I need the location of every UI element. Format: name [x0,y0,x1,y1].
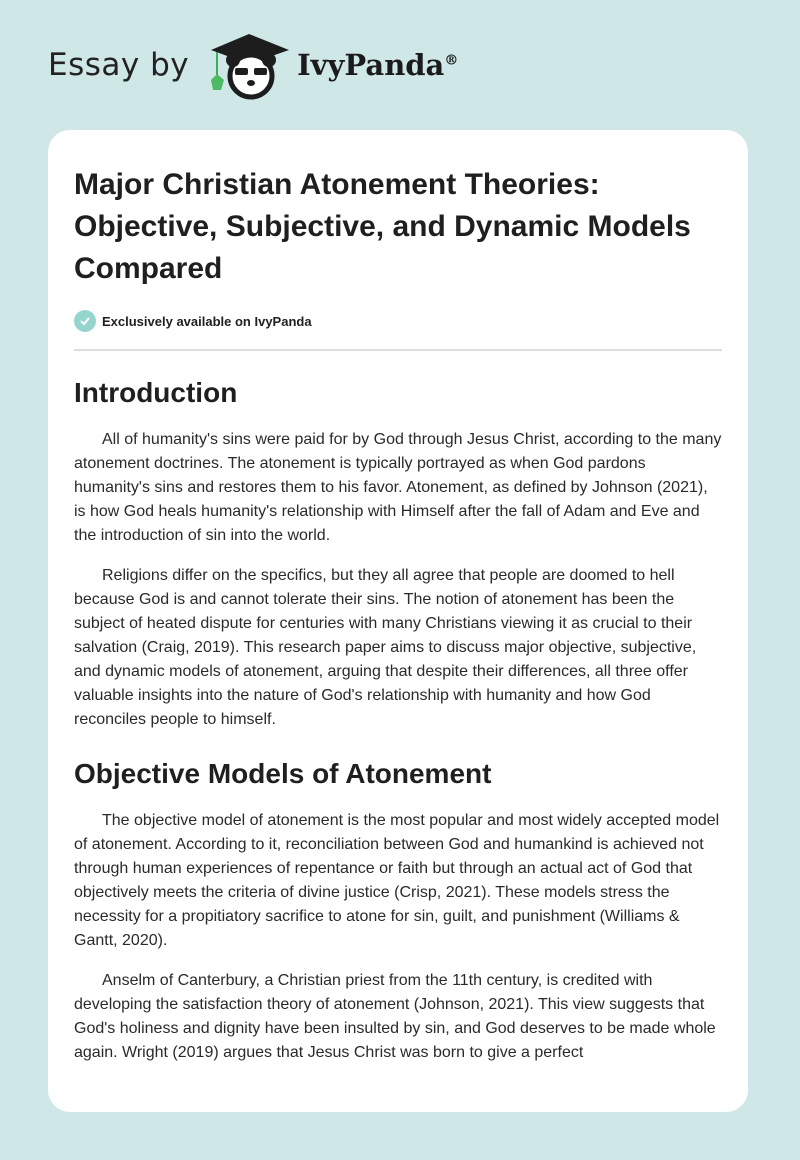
section-heading: Objective Models of Atonement [74,758,492,789]
site-header [48,30,458,100]
badge-text: Exclusively available on IvyPanda [102,313,312,329]
essay-by-label: Essay by [48,47,190,83]
paragraph: The objective model of atonement is the most popular and most widely accepted model of atonement. According to it, reconciliation between God and humankind is achieved not through human experiences of repentance or faith but through an actual act of God that objectively meets the criteria of divine justice (Crisp, 2021). These models stress the necessity for a propitiatory sacrifice to atone for sin, guilt, and punishment (Williams & Gantt, 2020). [74,812,720,949]
section-heading: Introduction [74,377,238,408]
paragraph: All of humanity's sins were paid for by God through Jesus Christ, according to the many atonement doctrines. The atonement is typically portrayed as when God pardons humanity's sins and restores them to his favor. Atonement, as defined by Johnson (2021), is how God heals humanity's relationship with Himself after the fall of Adam and Eve and the introduction of sin into the world. [74,431,722,544]
ivypanda-logo[interactable] [207,30,458,100]
registered-mark: ® [444,52,459,69]
paragraph: Anselm of Canterbury, a Christian priest from the 11th century, is credited with developing the satisfaction theory of atonement (Johnson, 2021). This view suggests that God's holiness and dignity have been insulted by sin, and God deserves to be made whole again. Wright (2019) argues that Jesus Christ was born to give a perfect [74,972,716,1061]
brand-name [297,48,458,82]
essay-title: Major Christian Atonement Theories: Objective, Subjective, and Dynamic Models Compared [74,168,691,285]
divider [74,349,722,351]
paragraph: Religions differ on the specifics, but they all agree that people are doomed to hell because God is and cannot tolerate their sins. The notion of atonement has been the subject of heated dispute for centuries with many Christians viewing it as crucial to their salvation (Craig, 2019). This research paper aims to discuss major objective, subjective, and dynamic models of atonement, arguing that despite their differences, all three offer valuable insights into the nature of God's relationship with humanity and how God reconciles people to himself. [74,567,697,728]
exclusive-badge [74,310,722,332]
panda-graduate-icon [207,30,291,100]
check-icon [74,310,96,332]
brand-text: IvyPanda [297,48,445,82]
essay-card [48,130,748,1112]
